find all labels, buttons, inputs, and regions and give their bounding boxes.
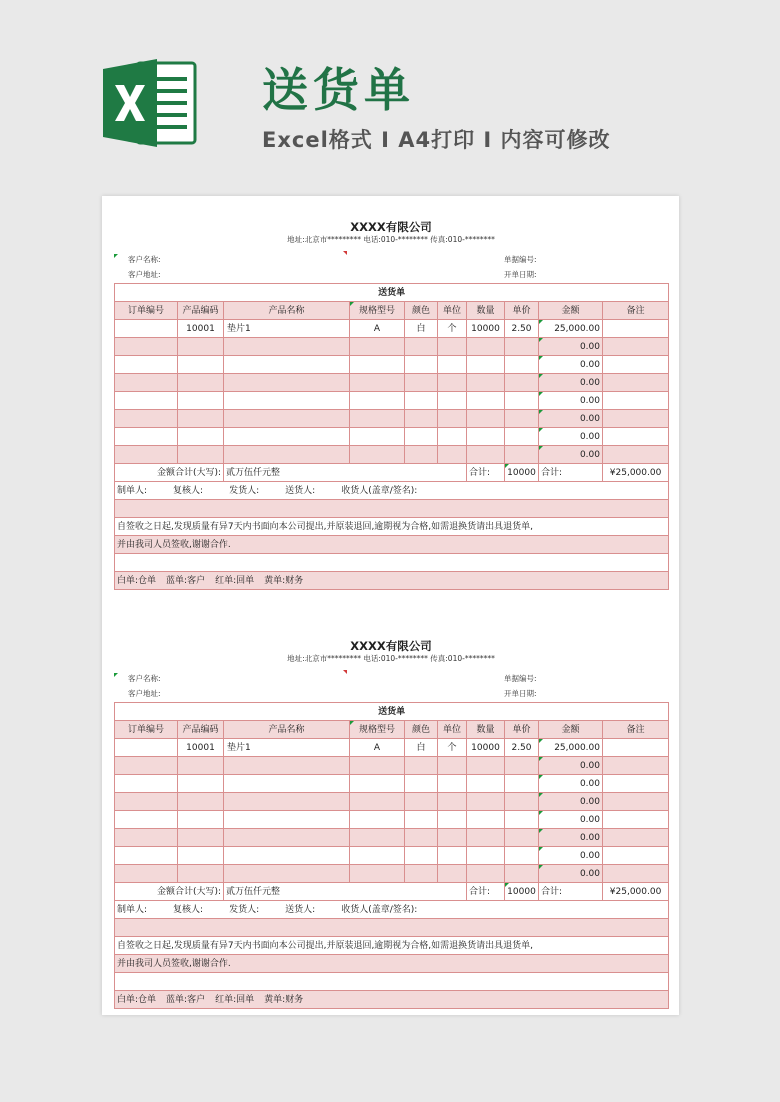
table-cell[interactable]: 0.00 [539,811,603,829]
table-cell[interactable] [405,847,438,865]
cell-marker-icon [114,673,118,677]
table-cell[interactable]: 0.00 [539,338,603,356]
table-cell[interactable] [505,811,539,829]
table-cell[interactable] [603,775,669,793]
table-cell[interactable] [603,320,669,338]
table-cell[interactable] [115,847,178,865]
table-cell[interactable] [467,374,505,392]
copies-row [115,572,669,590]
table-cell[interactable]: 2.50 [505,320,539,338]
table-row [115,793,669,811]
table-cell[interactable] [603,793,669,811]
terms-note: 自签收之日起,发现质量有异7天内书面向本公司提出,并原装退回,逾期视为合格,如需退换货请出具退货单, [115,937,669,955]
company-address: 地址:北京市********* 电话:010-******** 传真:010-******** [287,235,495,244]
table-cell[interactable] [178,865,224,883]
table-cell[interactable] [438,338,467,356]
a4-paper [102,196,679,1015]
customer-name-label: 客户名称: [128,674,161,683]
signature-label: 送货人: [285,904,316,915]
spacer-cell [115,554,669,572]
sum-amount[interactable]: ¥25,000.00 [603,883,669,901]
column-header: 单位 [438,721,467,739]
signature-label: 复核人: [173,485,204,496]
table-cell[interactable] [350,829,405,847]
total-amount-words[interactable]: 贰万伍仟元整 [224,883,467,901]
table-cell[interactable] [438,793,467,811]
table-cell[interactable] [438,811,467,829]
signature-label: 发货人: [229,485,260,496]
table-cell[interactable] [438,847,467,865]
table-cell[interactable]: 白 [405,320,438,338]
table-cell[interactable] [467,847,505,865]
table-cell[interactable] [224,757,350,775]
table-row [115,410,669,428]
table-cell[interactable] [405,757,438,775]
table-row [115,338,669,356]
table-cell[interactable]: 0.00 [539,775,603,793]
table-cell[interactable] [178,847,224,865]
table-cell[interactable] [467,757,505,775]
table-cell[interactable] [115,428,178,446]
copy-distribution-label: 白单:仓单 [117,994,157,1005]
table-row [115,847,669,865]
table-cell[interactable] [350,793,405,811]
sum-label: 合计: [467,883,505,901]
table-cell[interactable] [115,811,178,829]
spacer-row [115,973,669,991]
table-cell[interactable] [350,410,405,428]
excel-logo-icon [103,57,197,149]
table-cell[interactable] [115,356,178,374]
table-cell[interactable] [224,374,350,392]
table-cell[interactable] [115,392,178,410]
table-cell[interactable]: A [350,320,405,338]
table-cell[interactable] [467,793,505,811]
signature-label: 送货人: [285,485,316,496]
table-cell[interactable] [224,392,350,410]
table-cell[interactable]: A [350,739,405,757]
column-header-row [115,302,669,320]
table-cell[interactable] [350,757,405,775]
table-cell[interactable] [603,446,669,464]
signature-cell [115,482,669,500]
table-cell[interactable] [505,338,539,356]
table-row [115,446,669,464]
column-header: 备注 [603,302,669,320]
table-cell[interactable] [115,829,178,847]
table-cell[interactable] [467,356,505,374]
table-row [115,829,669,847]
table-cell[interactable] [603,865,669,883]
table-cell[interactable] [438,356,467,374]
table-cell[interactable] [350,374,405,392]
delivery-table [114,702,669,1009]
issue-date-label: 开单日期: [504,689,537,698]
table-cell[interactable]: 0.00 [539,410,603,428]
note-row [115,937,669,955]
total-words-label: 金额合计(大写): [115,464,224,482]
table-cell[interactable]: 0.00 [539,428,603,446]
copy-distribution-label: 红单:回单 [215,994,255,1005]
table-row [115,757,669,775]
spacer-cell [115,500,669,518]
table-cell[interactable] [438,392,467,410]
table-cell[interactable] [438,446,467,464]
signature-label: 复核人: [173,904,204,915]
table-cell[interactable] [178,793,224,811]
table-cell[interactable] [115,739,178,757]
table-cell[interactable] [178,338,224,356]
table-cell[interactable] [505,392,539,410]
table-cell[interactable] [405,865,438,883]
table-cell[interactable] [224,847,350,865]
promo-header [0,0,780,190]
table-row [115,392,669,410]
table-cell[interactable] [224,775,350,793]
table-cell[interactable] [178,811,224,829]
terms-note: 自签收之日起,发现质量有异7天内书面向本公司提出,并原装退回,逾期视为合格,如需退换货请出具退货单, [115,518,669,536]
table-cell[interactable] [115,446,178,464]
table-cell[interactable]: 0.00 [539,793,603,811]
table-cell[interactable] [405,392,438,410]
table-cell[interactable]: 个 [438,739,467,757]
table-cell[interactable] [178,829,224,847]
table-cell[interactable] [438,410,467,428]
table-cell[interactable] [405,428,438,446]
table-cell[interactable] [603,739,669,757]
page-title: 送货单 [262,63,415,117]
column-header: 产品名称 [224,721,350,739]
table-cell[interactable] [178,446,224,464]
table-cell[interactable] [505,446,539,464]
customer-address-label: 客户地址: [128,270,161,279]
table-cell[interactable] [224,338,350,356]
company-name: XXXX有限公司 [350,639,432,653]
column-header: 颜色 [405,302,438,320]
spacer-cell [115,973,669,991]
table-cell[interactable] [467,829,505,847]
table-cell[interactable] [115,338,178,356]
doc-number-label: 单据编号: [504,674,537,683]
table-cell[interactable] [603,356,669,374]
table-cell[interactable] [405,793,438,811]
terms-note: 并由我司人员签收,谢谢合作. [115,536,669,554]
table-cell[interactable]: 垫片1 [224,320,350,338]
delivery-table [114,283,669,590]
table-cell[interactable]: 0.00 [539,356,603,374]
signature-label: 收货人(盖章/签名): [341,904,418,915]
table-row [115,865,669,883]
sum-label-2: 合计: [539,883,603,901]
table-cell[interactable]: 0.00 [539,392,603,410]
table-cell[interactable] [178,757,224,775]
column-header: 数量 [467,302,505,320]
table-cell[interactable] [224,811,350,829]
total-amount-words[interactable]: 贰万伍仟元整 [224,464,467,482]
column-header: 单位 [438,302,467,320]
column-header: 单价 [505,302,539,320]
table-row [115,428,669,446]
table-cell[interactable] [115,320,178,338]
table-cell[interactable] [505,428,539,446]
table-cell[interactable]: 0.00 [539,757,603,775]
table-cell[interactable] [350,356,405,374]
table-cell[interactable] [405,811,438,829]
table-cell[interactable] [505,356,539,374]
table-cell[interactable] [467,410,505,428]
table-cell[interactable] [438,829,467,847]
column-header: 金额 [539,721,603,739]
comment-marker-icon [343,670,347,674]
copies-cell [115,572,669,590]
table-cell[interactable] [405,338,438,356]
table-cell[interactable]: 0.00 [539,829,603,847]
form-title: 送货单 [115,284,669,302]
table-cell[interactable]: 10001 [178,739,224,757]
page-subtitle: Excel格式 I A4打印 I 内容可修改 [262,128,611,152]
table-cell[interactable]: 2.50 [505,739,539,757]
table-cell[interactable] [178,392,224,410]
column-header: 备注 [603,721,669,739]
company-address: 地址:北京市********* 电话:010-******** 传真:010-******** [287,654,495,663]
table-cell[interactable] [603,811,669,829]
table-cell[interactable] [350,847,405,865]
column-header: 订单编号 [115,721,178,739]
signature-label: 制单人: [117,904,148,915]
table-row [115,775,669,793]
table-cell[interactable] [224,446,350,464]
table-cell[interactable] [467,338,505,356]
table-cell[interactable]: 25,000.00 [539,320,603,338]
column-header: 产品编码 [178,721,224,739]
table-cell[interactable]: 10000 [467,320,505,338]
signature-cell [115,901,669,919]
table-cell[interactable] [467,446,505,464]
column-header: 单价 [505,721,539,739]
copies-cell [115,991,669,1009]
table-row [115,811,669,829]
table-cell[interactable] [178,374,224,392]
company-name: XXXX有限公司 [350,220,432,234]
table-cell[interactable] [467,811,505,829]
table-cell[interactable] [603,338,669,356]
column-header: 产品编码 [178,302,224,320]
table-cell[interactable] [350,428,405,446]
table-cell[interactable] [350,338,405,356]
sum-label-2: 合计: [539,464,603,482]
table-cell[interactable]: 0.00 [539,374,603,392]
table-cell[interactable] [603,374,669,392]
table-cell[interactable] [350,775,405,793]
table-cell[interactable] [603,392,669,410]
table-cell[interactable]: 垫片1 [224,739,350,757]
column-header: 数量 [467,721,505,739]
table-cell[interactable] [438,374,467,392]
table-cell[interactable] [350,865,405,883]
table-cell[interactable] [178,775,224,793]
table-cell[interactable] [405,829,438,847]
signature-label: 制单人: [117,485,148,496]
column-header: 金额 [539,302,603,320]
table-cell[interactable] [405,775,438,793]
table-cell[interactable] [350,811,405,829]
table-cell[interactable] [505,847,539,865]
spacer-row [115,500,669,518]
table-cell[interactable] [505,757,539,775]
sum-quantity[interactable]: 10000 [505,883,539,901]
table-cell[interactable]: 25,000.00 [539,739,603,757]
customer-address-label: 客户地址: [128,689,161,698]
table-cell[interactable] [467,392,505,410]
sum-quantity[interactable]: 10000 [505,464,539,482]
table-cell[interactable] [115,757,178,775]
signature-row [115,901,669,919]
signature-label: 发货人: [229,904,260,915]
table-cell[interactable]: 0.00 [539,446,603,464]
table-cell[interactable] [603,847,669,865]
table-cell[interactable]: 个 [438,320,467,338]
column-header-row [115,721,669,739]
total-words-label: 金额合计(大写): [115,883,224,901]
column-header: 订单编号 [115,302,178,320]
column-header: 颜色 [405,721,438,739]
table-cell[interactable] [603,757,669,775]
table-cell[interactable] [350,446,405,464]
table-cell[interactable] [224,829,350,847]
table-cell[interactable] [115,374,178,392]
table-cell[interactable] [467,865,505,883]
table-cell[interactable] [438,428,467,446]
table-cell[interactable] [603,428,669,446]
table-cell[interactable] [115,793,178,811]
table-cell[interactable] [438,775,467,793]
table-cell[interactable] [178,428,224,446]
total-row [115,464,669,482]
table-cell[interactable] [405,446,438,464]
table-cell[interactable]: 0.00 [539,847,603,865]
column-header: 产品名称 [224,302,350,320]
table-cell[interactable] [115,865,178,883]
form-title: 送货单 [115,703,669,721]
table-cell[interactable]: 10000 [467,739,505,757]
table-cell[interactable] [467,428,505,446]
note-row [115,536,669,554]
table-cell[interactable] [505,775,539,793]
sum-amount[interactable]: ¥25,000.00 [603,464,669,482]
spacer-row [115,554,669,572]
table-cell[interactable] [505,829,539,847]
note-row [115,955,669,973]
table-cell[interactable] [115,410,178,428]
comment-marker-icon [343,251,347,255]
table-cell[interactable] [505,410,539,428]
table-cell[interactable] [115,775,178,793]
signature-label: 收货人(盖章/签名): [341,485,418,496]
sum-label: 合计: [467,464,505,482]
issue-date-label: 开单日期: [504,270,537,279]
table-cell[interactable] [178,356,224,374]
copy-distribution-label: 白单:仓单 [117,575,157,586]
table-cell[interactable] [603,829,669,847]
table-cell[interactable] [505,865,539,883]
signature-row [115,482,669,500]
table-cell[interactable] [224,793,350,811]
note-row [115,518,669,536]
spacer-row [115,919,669,937]
copy-distribution-label: 蓝单:客户 [166,994,206,1005]
copy-distribution-label: 黄单:财务 [264,994,304,1005]
customer-name-label: 客户名称: [128,255,161,264]
table-cell[interactable]: 0.00 [539,865,603,883]
table-cell[interactable] [350,392,405,410]
table-cell[interactable] [438,865,467,883]
table-cell[interactable]: 10001 [178,320,224,338]
table-cell[interactable] [505,374,539,392]
copy-distribution-label: 蓝单:客户 [166,575,206,586]
terms-note: 并由我司人员签收,谢谢合作. [115,955,669,973]
table-cell[interactable] [438,757,467,775]
doc-number-label: 单据编号: [504,255,537,264]
table-cell[interactable] [224,410,350,428]
copies-row [115,991,669,1009]
table-row [115,356,669,374]
column-header: 规格型号 [350,721,405,739]
table-cell[interactable] [467,775,505,793]
table-cell[interactable] [178,410,224,428]
table-cell[interactable] [224,865,350,883]
column-header: 规格型号 [350,302,405,320]
table-cell[interactable] [505,793,539,811]
total-row [115,883,669,901]
copy-distribution-label: 黄单:财务 [264,575,304,586]
table-cell[interactable] [224,428,350,446]
table-cell[interactable] [405,410,438,428]
copy-distribution-label: 红单:回单 [215,575,255,586]
table-cell[interactable] [603,410,669,428]
table-row [115,320,669,338]
table-cell[interactable] [405,374,438,392]
table-cell[interactable] [224,356,350,374]
table-row [115,739,669,757]
spacer-cell [115,919,669,937]
table-cell[interactable]: 白 [405,739,438,757]
table-cell[interactable] [405,356,438,374]
table-row [115,374,669,392]
cell-marker-icon [114,254,118,258]
